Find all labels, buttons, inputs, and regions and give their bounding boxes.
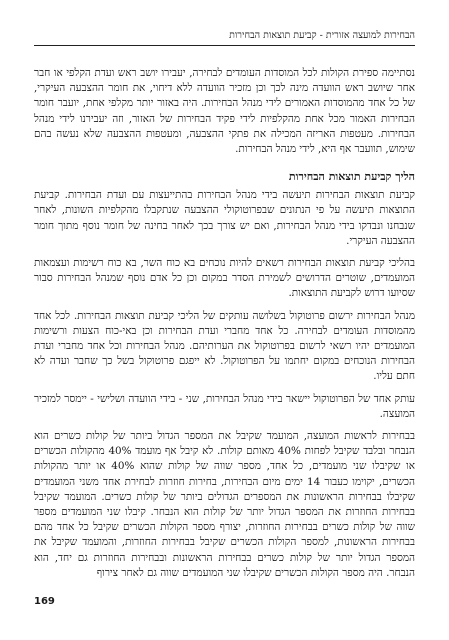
paragraph: עותק אחד של הפרוטוקול יישאר בידי מנהל הבחירות, שני - בידי הוועדה ושלישי - יימסר למזכיר המועצה. — [34, 392, 415, 420]
page-body — [34, 66, 415, 588]
paragraph: בבחירות לראשות המועצה, המועמד שקיבל את המספר הגדול ביותר של קולות כשרים הוא הנבחר ובלבד שקיבל לפחות 40% מאותם קולות. לא קיבל אף מועמד 40% מהקולות הכשרים או שקיבלו שני מועמדים, כל אחד, מספר שווה של קולות שהוא 40% או יותר מהקולות הכשרים, יקוימו כעבור 14 ימים מיום הבחירות, בחירות חוזרות לבחירת אחד משני המועמדים שקיבלו בבחירות הראשונות את המספרים הגדולים ביותר של קולות כשרים. המועמד שקיבל בבחירות החוזרות את המספר הגדול יותר של קולות הוא הנבחר. קיבלו שני המועמדים מספר שווה של קולות כשרים בבחירות החוזרות, יצורף מספר הקולות הכשרים שקיבל כל אחד מהם בבחירות הראשונות, למספר הקולות הכשרים שקיבל בבחירות החוזרות, והמועמד שקיבל את המספר הגדול יותר של קולות כשרים בבחירות הראשונות ובבחירות החוזרות גם יחד, הוא הנבחר. היה מספר הקולות הכשרים שקיבלו שני המועמדים שווה גם לאחר צירוף — [34, 430, 415, 579]
paragraph: בהליכי קביעת תוצאות הבחירות רשאים להיות נוכחים בא כוח השר, בא כוח רשימות ועצמאות המועמדים, שוטרים הדרושים לשמירת הסדר במקום וכן כל אדם נוסף שמנהל הבחירות סבור שסיועו דרוש לקביעת התוצאות. — [34, 257, 415, 300]
section-heading: הליך קביעת תוצאות הבחירות — [288, 170, 415, 184]
paragraph: נסתיימה ספירת הקולות לכל המוסדות העומדים לבחירה, יעבירו יושב ראש ועדת הקלפי או חבר אחר שיושב ראש הוועדה מינה לכך וכן מזכיר הוועדה ללא דיחוי, את חומר ההצבעה העיקרי, של כל אחד מהמוסדות האמורים לידי מנהל הבחירות. היה באזור יותר מקלפי אחת, יועבר חומר הבחירות האמור מכל אחת מהקלפיות לידי פקיד הבחירות של האזור, וזה יעבירנו לידי מנהל הבחירות. מעטפות האריזה המכילה את פתקי ההצבעה, ומעטפות ההצבעה שלא נעשה בהם שימוש, תוועבר אף היא, לידי מנהל הבחירות. — [34, 67, 415, 156]
running-header: הבחירות למועצה אזורית - קביעת תוצאות הבחירות — [34, 30, 415, 46]
page-number: 169 — [34, 596, 55, 607]
paragraph: קביעת תוצאות הבחירות תיעשה בידי מנהל הבחירות בהתייעצות עם ועדת הבחירות. קביעת התוצאות תיעשה על פי הנתונים שבפרוטוקולי ההצבעה שנתקבלו מהקלפיות השונות, לאחר שנבחנו ונבדקו בידי מנהל הבחירות, ואם יש צורך בכך לאחר בחינה של חומר נוסף מתוך חומר ההצבעה העיקרי. — [34, 189, 415, 247]
paragraph: מנהל הבחירות ירשום פרוטוקול בשלושה עותקים של הליכי קביעת תוצאות הבחירות. לכל אחד מהמוסדות העומדים לבחירה. כל אחד מחברי ועדת הבחירות וכן באי-כוח הצעות ורשימות המועמדים יהיו רשאי לרשום בפרוטוקול את הערותיהם. מנהל הבחירות וכל אחד מחברי ועדת הבחירות הנוכחים במקום יחתמו על הפרוטוקול. לא ייפגם פרוטוקול בשל כך שחבר ועדה לא חתם עליו. — [34, 309, 415, 383]
